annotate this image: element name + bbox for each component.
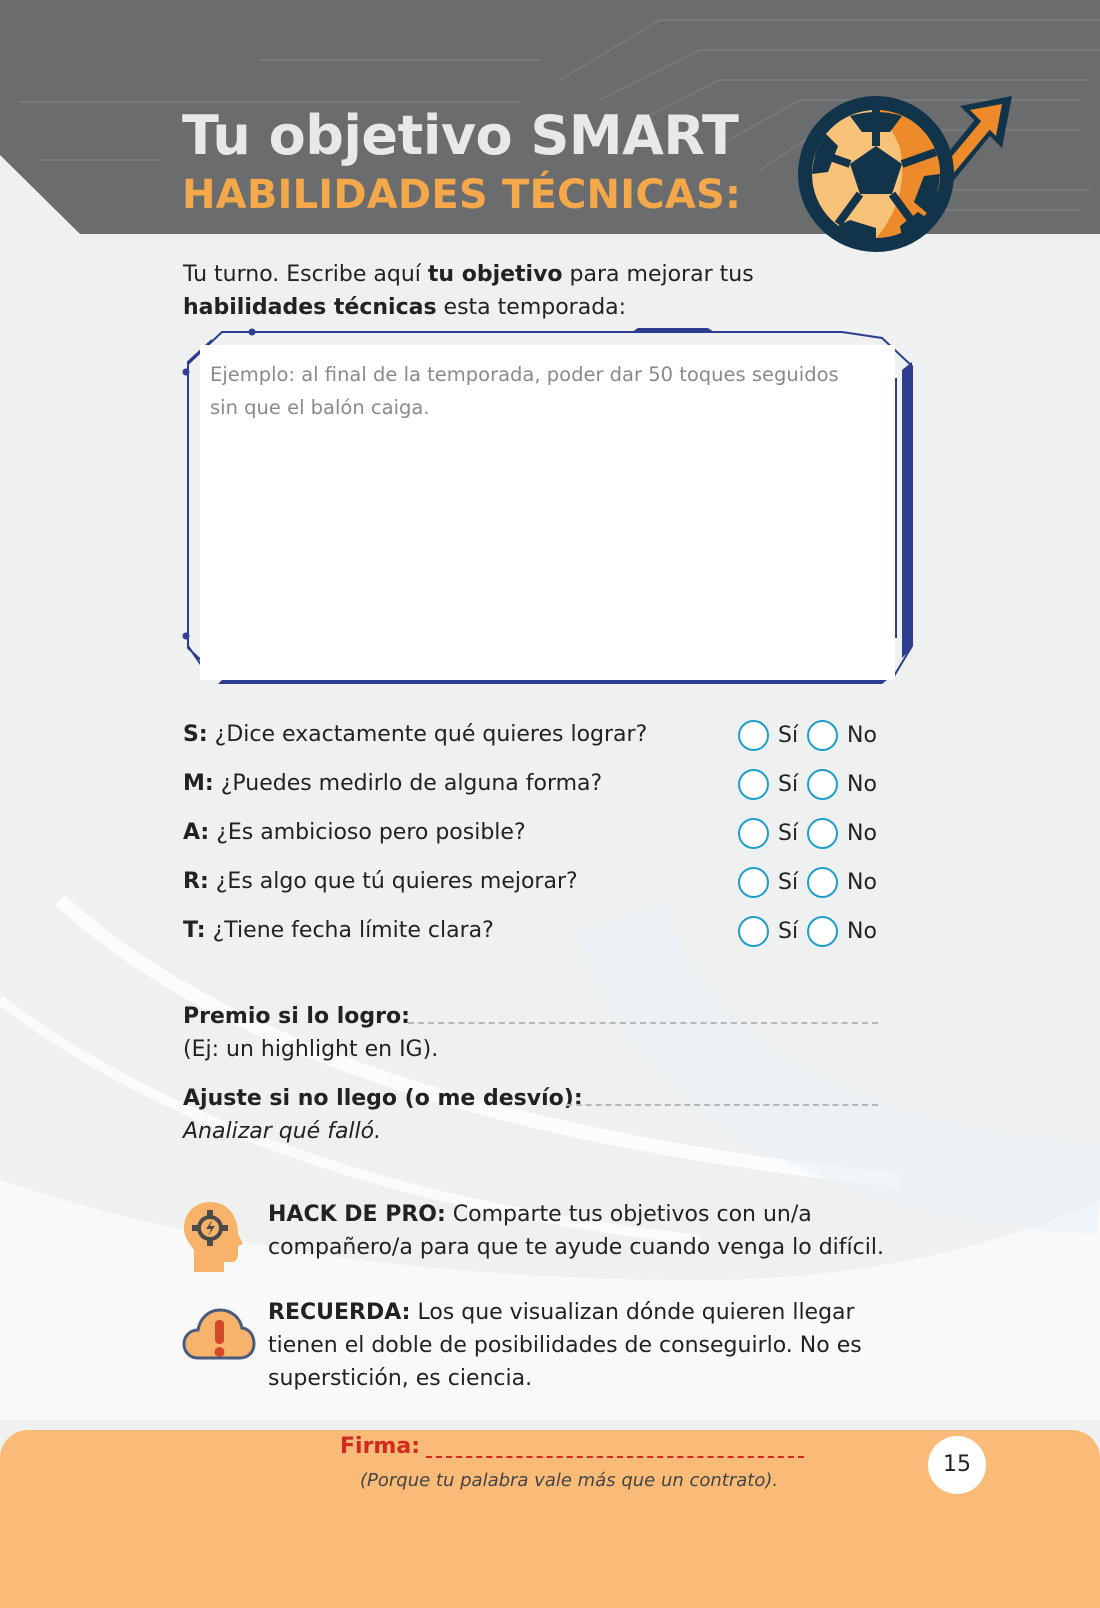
no-radio[interactable] [807,916,838,947]
smart-question-text: ¿Puedes medirlo de alguna forma? [213,771,603,796]
yes-option[interactable] [738,916,798,946]
intro-text [183,258,883,324]
smart-row-t [183,914,903,948]
no-radio[interactable] [807,720,838,751]
no-label: No [847,869,877,895]
tip-title: HACK DE PRO: [268,1202,446,1227]
adjust-label [183,1082,583,1115]
yes-label: Sí [778,722,799,748]
intro-part1: Tu turno. Escribe aquí [183,262,428,287]
page-title: Tu objetivo SMART [182,104,739,167]
smart-row-a [183,816,903,850]
reward-input-line[interactable] [408,1022,878,1024]
yes-radio[interactable] [738,867,769,898]
smart-question [183,767,602,801]
smart-row-s [183,718,903,752]
yes-label: Sí [778,918,799,944]
intro-bold1: tu objetivo [427,262,563,287]
smart-question [183,718,647,752]
no-option[interactable] [807,867,877,897]
page-subtitle: HABILIDADES TÉCNICAS: [182,172,742,218]
no-radio[interactable] [807,867,838,898]
reward-example: (Ej: un highlight en IG). [183,1037,439,1062]
no-radio[interactable] [807,818,838,849]
intro-part3: esta temporada: [436,295,627,320]
adjust-input-line[interactable] [566,1104,878,1106]
smart-question-text: ¿Dice exactamente qué quieres lograr? [207,722,648,747]
tip-hack-de-pro [268,1198,928,1264]
goal-placeholder [210,358,870,424]
smart-row-m [183,767,903,801]
smart-letter: R: [183,869,209,894]
cloud-alert-icon [182,1304,256,1364]
soccer-ball-arrow-icon [790,88,1020,258]
signature-label: Firma: [340,1434,420,1459]
yes-label: Sí [778,820,799,846]
smart-question-text: ¿Es algo que tú quieres mejorar? [208,869,578,894]
no-option[interactable] [807,916,877,946]
signature-input-line[interactable] [426,1456,804,1458]
yes-radio[interactable] [738,720,769,751]
smart-question [183,816,526,850]
no-label: No [847,918,877,944]
tip-line2: compañero/a para que te ayude cuando venga lo difícil. [268,1235,884,1260]
no-radio[interactable] [807,769,838,800]
smart-letter: S: [183,722,208,747]
no-option[interactable] [807,769,877,799]
yes-label: Sí [778,771,799,797]
no-option[interactable] [807,720,877,750]
adjust-example: Analizar qué falló. [183,1119,382,1144]
smart-letter: A: [183,820,210,845]
smart-question [183,914,494,948]
signature-note: (Porque tu palabra vale más que un contrato). [360,1470,779,1491]
yes-radio[interactable] [738,769,769,800]
yes-option[interactable] [738,720,798,750]
yes-option[interactable] [738,867,798,897]
no-option[interactable] [807,818,877,848]
smart-letter: M: [183,771,214,796]
no-label: No [847,820,877,846]
reward-label-text: Premio si lo logro: [183,1004,410,1029]
tip-line1: Los que visualizan dónde quieren llegar [410,1300,855,1325]
tip-title: RECUERDA: [268,1300,411,1325]
tip-line2: tienen el doble de posibilidades de conseguirlo. No es [268,1333,862,1358]
smart-question-text: ¿Tiene fecha límite clara? [205,918,494,943]
yes-radio[interactable] [738,916,769,947]
yes-radio[interactable] [738,818,769,849]
intro-part2: para mejorar tus [562,262,754,287]
yes-option[interactable] [738,818,798,848]
tip-recuerda [268,1296,928,1395]
adjust-label-text: Ajuste si no llego (o me desvío): [183,1086,583,1111]
yes-label: Sí [778,869,799,895]
smart-question-text: ¿Es ambicioso pero posible? [209,820,526,845]
reward-label [183,1000,410,1033]
tip-line1: Comparte tus objetivos con un/a [445,1202,812,1227]
smart-question [183,865,578,899]
intro-bold2: habilidades técnicas [183,295,437,320]
page-number: 15 [928,1436,986,1494]
smart-letter: T: [183,918,206,943]
yes-option[interactable] [738,769,798,799]
goal-placeholder-line1: Ejemplo: al final de la temporada, poder dar 50 toques seguidos [210,363,839,386]
head-gear-icon [182,1200,244,1274]
smart-row-r [183,865,903,899]
tip-line3: superstición, es ciencia. [268,1366,533,1391]
no-label: No [847,771,877,797]
goal-placeholder-line2: sin que el balón caiga. [210,396,430,419]
no-label: No [847,722,877,748]
